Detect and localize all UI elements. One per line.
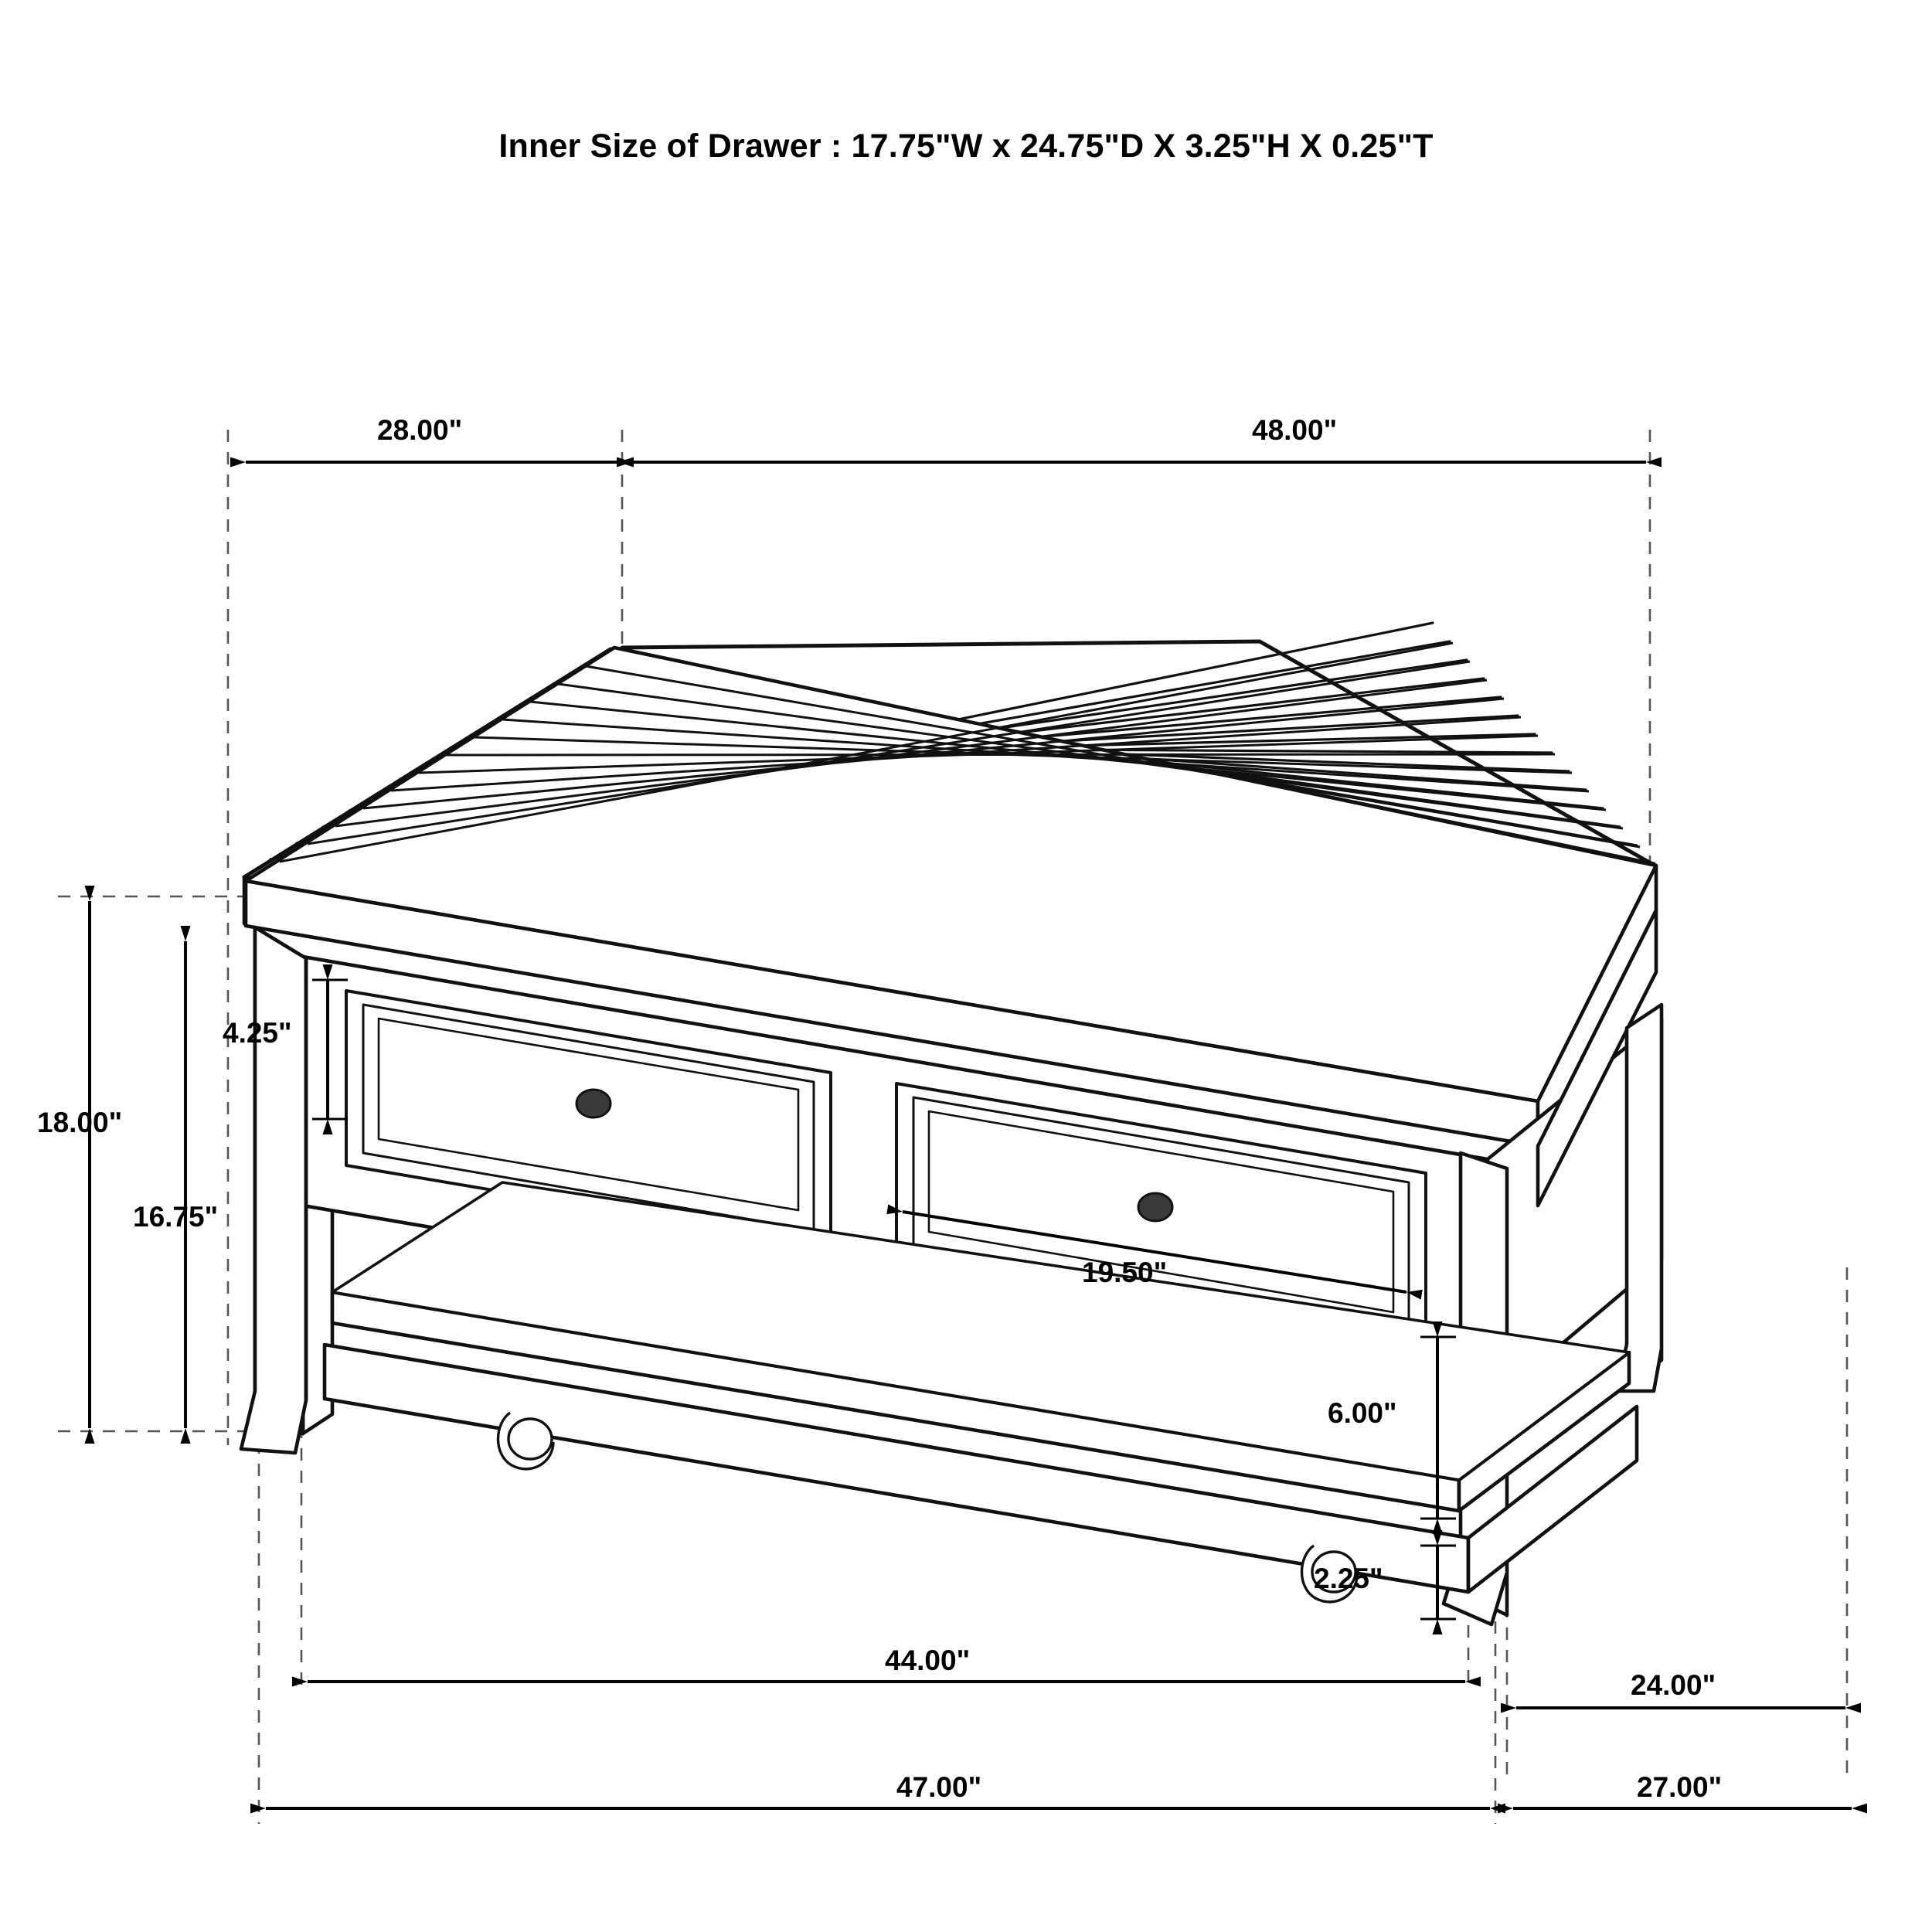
- dim-label-shelf-height: 16.75": [133, 1201, 219, 1233]
- dim-label-base-rail-height: 2.25": [1314, 1563, 1383, 1594]
- left-leg-front: [241, 927, 306, 1453]
- dim-label-overall-height: 18.00": [37, 1107, 123, 1138]
- page-title: Inner Size of Drawer : 17.75"W x 24.75"D X 3.25"H X 0.25"T: [498, 128, 1434, 165]
- dim-label-overall-depth: 27.00": [1637, 1771, 1723, 1803]
- dim-label-base-depth: 24.00": [1631, 1669, 1716, 1701]
- dim-label-drawer-height: 4.25": [223, 1017, 292, 1049]
- dim-label-shelf-clearance: 6.00": [1328, 1397, 1397, 1429]
- dim-label-base-width: 44.00": [885, 1645, 971, 1676]
- dim-label-drawer-width: 19.50": [1082, 1257, 1168, 1288]
- dim-label-overall-width: 47.00": [896, 1771, 982, 1803]
- dim-label-top-width: 48.00": [1252, 414, 1338, 446]
- dim-label-top-depth: 28.00": [377, 414, 463, 446]
